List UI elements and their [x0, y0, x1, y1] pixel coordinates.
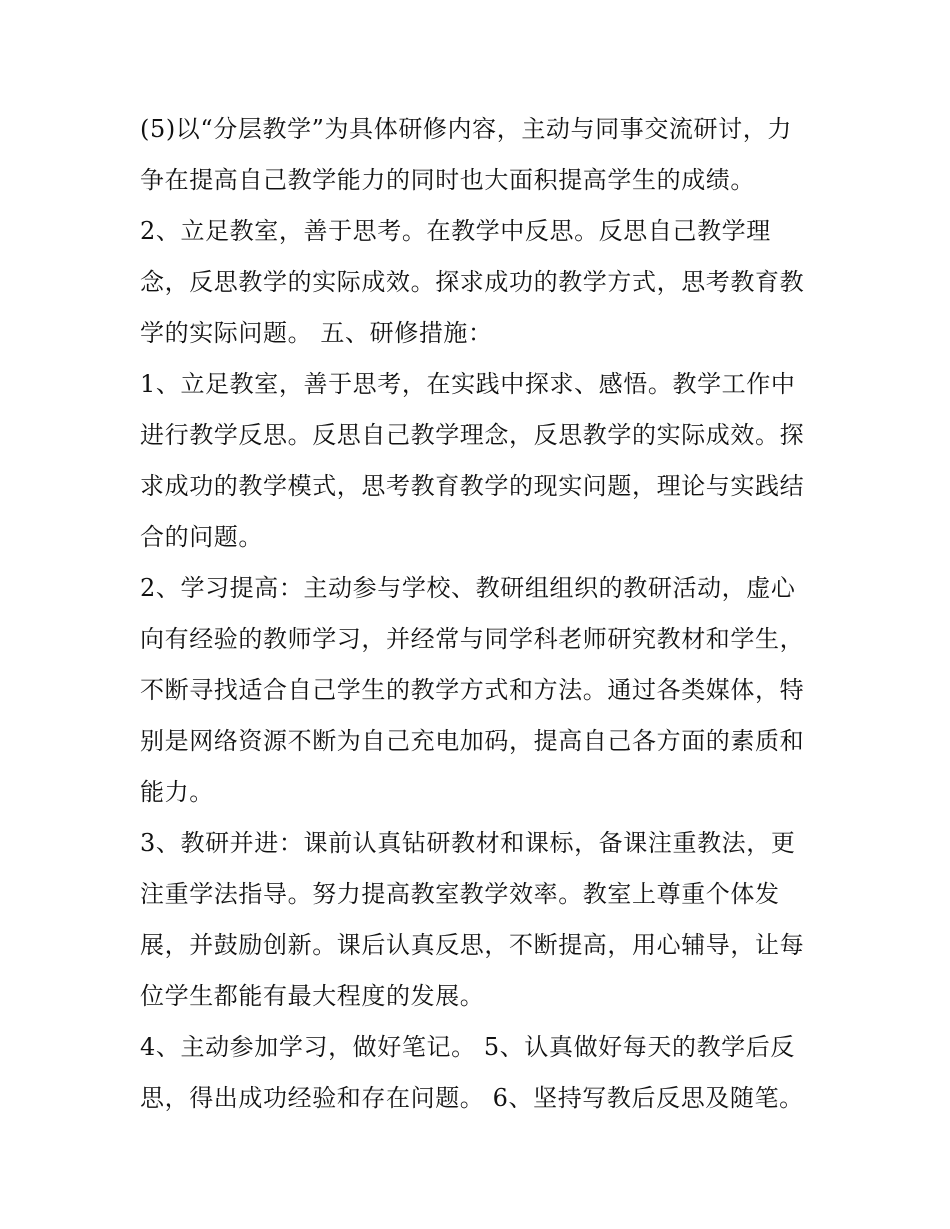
text-line: 4、主动参加学习，做好笔记。 5、认真做好每天的教学后反: [140, 1033, 795, 1061]
text-line: 注重学法指导。努力提高教室教学效率。教室上尊重个体发: [140, 880, 780, 908]
paragraph-measure-2: [140, 563, 820, 818]
text-line: 思，得出成功经验和存在问题。 6、坚持写教后反思及随笔。: [140, 1084, 804, 1112]
text-line: 位学生都能有最大程度的发展。: [140, 982, 485, 1010]
text-line: 不断寻找适合自己学生的教学方式和方法。通过各类媒体，特: [140, 676, 805, 704]
text-line: 进行教学反思。反思自己教学理念，反思教学的实际成效。探: [140, 421, 805, 449]
document-body: [140, 104, 820, 1124]
text-line: (5)以“分层教学”为具体研修内容，主动与同事交流研讨，力: [140, 115, 792, 143]
text-line: 别是网络资源不断为自己充电加码，提高自己各方面的素质和: [140, 727, 805, 755]
text-line: 能力。: [140, 778, 214, 806]
text-line: 展，并鼓励创新。课后认真反思，不断提高，用心辅导，让每: [140, 931, 805, 959]
paragraph-measures-4-6: [140, 1022, 820, 1124]
text-line: 求成功的教学模式，思考教育教学的现实问题，理论与实践结: [140, 472, 805, 500]
text-line: 念，反思教学的实际成效。探求成功的教学方式，思考教育教: [140, 268, 805, 296]
paragraph-item-2-reflection: [140, 206, 820, 359]
text-line: 向有经验的教师学习，并经常与同学科老师研究教材和学生，: [140, 625, 805, 653]
text-line: 2、学习提高：主动参与学校、教研组组织的教研活动，虚心: [140, 574, 796, 602]
text-line: 3、教研并进：课前认真钻研教材和课标，备课注重教法，更: [140, 829, 796, 857]
text-line: 2、立足教室，善于思考。在教学中反思。反思自己教学理: [140, 217, 771, 245]
text-line: 合的问题。: [140, 523, 263, 551]
paragraph-measure-3: [140, 818, 820, 1022]
text-line: 1、立足教室，善于思考，在实践中探求、感悟。教学工作中: [140, 370, 796, 398]
text-line: 争在提高自己教学能力的同时也大面积提高学生的成绩。: [140, 166, 755, 194]
paragraph-measure-1: [140, 359, 820, 563]
paragraph-item-5-layered-teaching: [140, 104, 820, 206]
text-line: 学的实际问题。 五、研修措施：: [140, 319, 493, 347]
